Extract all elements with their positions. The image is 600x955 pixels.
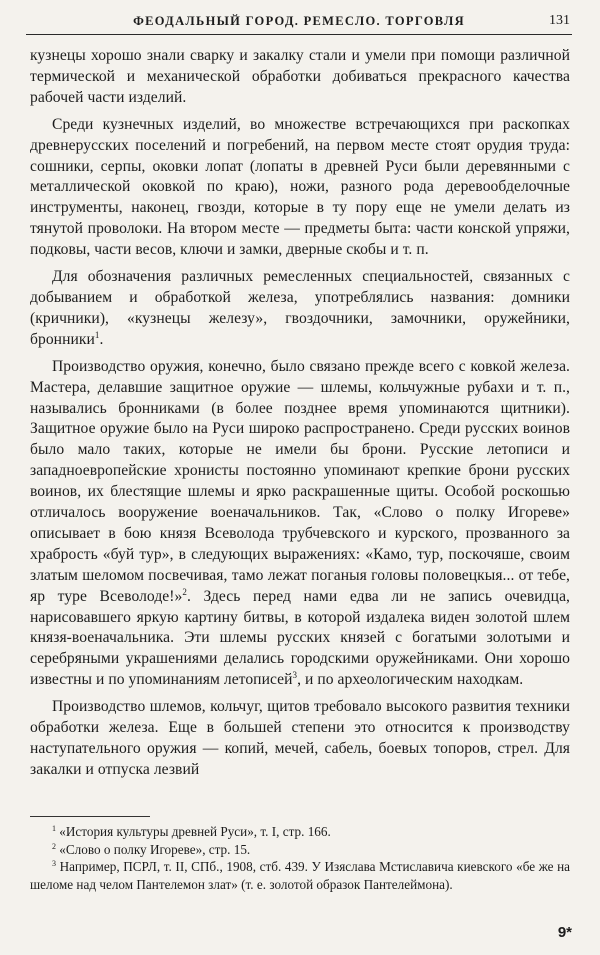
- paragraph-helmets: Производство шлемов, кольчуг, щитов требовало высокого развития техники обработки железа. Еще в большей степени это относится к производству наступательного оружия — копий, мечей, сабель, боевых топоров, стрел. Для закалки и отпуска лезвий: [30, 698, 570, 778]
- footnote-3-number: 3: [52, 859, 56, 868]
- footnote-2-text: «Слово о полку Игореве», стр. 15.: [59, 841, 251, 857]
- paragraph-weapons-text-c: , и по археологическим находкам.: [297, 671, 524, 689]
- footnote-2: [30, 841, 570, 859]
- footnotes: [30, 823, 570, 893]
- paragraph-weapons: [30, 357, 570, 692]
- page-number: 131: [549, 13, 570, 28]
- paragraph-crafts-end: .: [99, 330, 104, 348]
- paragraph-forged-items: Среди кузнечных изделий, во множестве встречающихся при раскопках древнерусских поселений и погребений, на первом месте стоят орудия труда: сошники, серпы, оковки лопат (лопаты в древней Руси были деревянными с металлической оковкой по краю), ножи, разного рода деревообделочные инструменты, наконец, гвозди, которые в ту пору еще не умели делать из тянутой проволоки. На втором месте — предметы быта: части конской упряжи, подковы, части весов, ключи и замки, дверные скобы и т. п.: [30, 115, 570, 259]
- footnote-2-number: 2: [52, 841, 56, 851]
- paragraph-continuation: кузнецы хорошо знали сварку и закалку стали и умели при помощи различной термической и механической обработки добиваться прекрасного качества рабочей части изделий.: [30, 47, 570, 106]
- paragraph-weapons-text-b: . Здесь перед нами едва ли не запись очевидца, нарисовавшего яркую картину битвы, в которой издалека виден золотой шлем князя-военачальника. Эти шлемы русских князей с богатыми золотыми и серебряными украшениями делались городскими оружейниками. Они хорошо известны и по упоминаниям летописей: [30, 587, 570, 689]
- footnote-1-number: 1: [52, 824, 56, 833]
- paragraph-weapons-text-a: Производство оружия, конечно, было связано прежде всего с ковкой железа. Мастера, делавшие защитное оружие — шлемы, кольчужные рубахи и т. п., назывались бронниками (в более позднее время упоминаются щитники). Защитное оружие было на Руси широко распространено. Среди русских воинов было мало таких, которые не имели бы брони. Русские летописи и западноевропейские хронисты постоянно упоминают крепкие брони русских воинов, их блестящие шлемы и ярко раскрашенные щиты. Особой роскошью отличалось вооружение военачальников. Так, «Слово о полку Игореве» описывает в бою князя Всеволода трубчевского и курского, прозванного за храбрость «буй тур», в следующих выражениях: «Камо, тур, поскочяше, своим златым шеломом посвечивая, тамо лежат поганыя головы половецкыя... от тебе, яр туре Всеволоде!»: [30, 357, 570, 605]
- footnote-1-text: «История культуры древней Руси», т. I, стр. 166.: [59, 824, 331, 839]
- footnote-ref-1[interactable]: 1: [94, 329, 100, 340]
- footnote-ref-2[interactable]: 2: [182, 586, 187, 597]
- footnote-3-text: Например, ПСРЛ, т. II, СПб., 1908, стб. 439. У Изяслава Мстиславича киевского «бе же на шеломе над челом Пантелемон злат» (т. е. золотой образок Пантелеймона).: [30, 859, 571, 892]
- footnote-divider: [30, 816, 150, 817]
- running-head: [26, 10, 572, 35]
- signature-mark: 9*: [557, 924, 572, 941]
- footnote-ref-3[interactable]: 3: [292, 670, 298, 681]
- paragraph-crafts-text: Для обозначения различных ремесленных специальностей, связанных с добыванием и обработкой железа, употреблялись названия: домники (кричники), «кузнецы железу», гвоздочники, замочники, оружейники, бронники: [30, 268, 570, 348]
- paragraph-crafts: [30, 267, 570, 351]
- footnote-3: [30, 858, 570, 893]
- footnote-1: [30, 823, 570, 841]
- running-title: ФЕОДАЛЬНЫЙ ГОРОД. РЕМЕСЛО. ТОРГОВЛЯ: [133, 14, 465, 28]
- body-text: [30, 46, 570, 781]
